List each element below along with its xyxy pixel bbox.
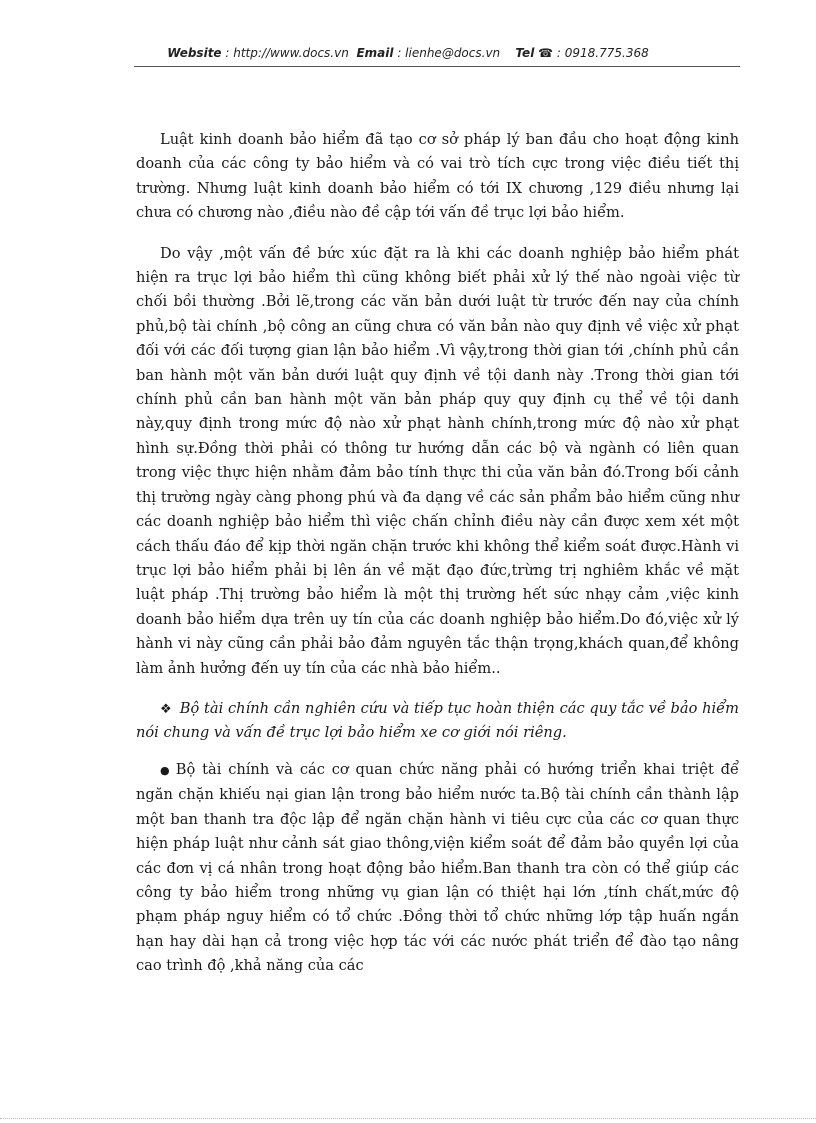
tel-label: Tel <box>515 46 535 60</box>
website-separator: : <box>221 46 234 60</box>
header-divider <box>134 66 740 67</box>
diamond-bullet-icon: ❖ <box>160 701 172 717</box>
tel-separator: : <box>553 46 565 60</box>
page-header <box>0 46 816 60</box>
paragraph-2: Do vậy ,một vấn đề bức xúc đặt ra là khi các doanh nghiệp bảo hiểm phát hiện ra trục lợi bảo hiểm thì cũng không biết phải xử lý thế nào ngoài việc từ chối bồi thường .Bởi lẽ,trong các văn bản dưới luật từ trước đến nay của chính phủ,bộ tài chính ,bộ công an cũng chưa có văn bản nào quy định về việc xử phạt đối với các đối tượng gian lận bảo hiểm .Vì vậy,trong thời gian tới ,chính phủ cần ban hành một văn bản dưới luật quy định về tội danh này .Trong thời gian tới chính phủ cần ban hành một văn bản pháp quy quy định cụ thể về tội danh này,quy định trong mức độ nào xử phạt hành chính,trong mức độ nào xử phạt hình sự.Đồng thời phải có thông tư hướng dẫn các bộ và ngành có liên quan trong việc thực hiện nhằm đảm bảo tính thực thi của văn bản đó.Trong bối cảnh thị trường ngày càng phong phú và đa dạng về các sản phẩm bảo hiểm cũng như các doanh nghiệp bảo hiểm thì việc chấn chỉnh điều này cần được xem xét một cách thấu đáo để kịp thời ngăn chặn trước khi không thể kiểm soát được.Hành vi trục lợi bảo hiểm phải bị lên án về mặt đạo đức,trừng trị nghiêm khắc về mặt luật pháp .Thị trường bảo hiểm là một thị trường hết sức nhạy cảm ,việc kinh doanh bảo hiểm dựa trên uy tín của các doanh nghiệp bảo hiểm.Do đó,việc xử lý hành vi này cũng cần phải bảo đảm nguyên tắc thận trọng,khách quan,để không làm ảnh hưởng đến uy tín của các nhà bảo hiểm.. <box>136 244 739 677</box>
website-label: Website <box>167 46 222 60</box>
email-label: Email <box>356 46 394 60</box>
tel-number: 0918.775.368 <box>564 46 649 60</box>
email-link[interactable]: lienhe@docs.vn <box>405 46 501 60</box>
footer-divider <box>0 1118 816 1119</box>
email-separator: : <box>393 46 406 60</box>
section-heading <box>136 697 739 744</box>
paragraph-3-text: Bộ tài chính và các cơ quan chức năng phải có hướng triển khai triệt để ngăn chặn khiếu nại gian lận trong bảo hiểm nước ta.Bộ tài chính cần thành lập một ban thanh tra độc lập để ngăn chặn hành vi tiêu cực của các cơ quan thực hiện pháp luật như cảnh sát giao thông,viện kiểm soát để đảm bảo quyền lợi của các đơn vị cá nhân trong hoạt động bảo hiểm.Ban thanh tra còn có thể giúp các công ty bảo hiểm trong những vụ gian lận có thiệt hại lớn ,tính chất,mức độ phạm pháp nguy hiểm có tổ chức .Đồng thời tổ chức những lớp tập huấn ngắn hạn hay dài hạn cả trong việc hợp tác với các nước phát triển để đào tạo nâng cao trình độ ,khả năng của các <box>136 760 739 975</box>
phone-icon: ☎ <box>538 46 554 60</box>
paragraph-1: Luật kinh doanh bảo hiểm đã tạo cơ sở pháp lý ban đầu cho hoạt động kinh doanh của các công ty bảo hiểm và có vai trò tích cực trong việc điều tiết thị trường. Nhưng luật kinh doanh bảo hiểm có tới IX chương ,129 điều nhưng lại chưa có chương nào ,điều nào đề cập tới vấn đề trục lợi bảo hiểm. <box>136 131 739 222</box>
paragraph-3 <box>136 758 739 979</box>
document-body <box>136 128 739 979</box>
website-link[interactable]: http://www.docs.vn <box>233 46 349 60</box>
section-heading-text: Bộ tài chính cần nghiên cứu và tiếp tục hoàn thiện các quy tắc về bảo hiểm nói chung và vấn đề trục lợi bảo hiểm xe cơ giới nói riêng. <box>136 699 739 741</box>
circle-bullet-icon: ● <box>160 763 172 777</box>
